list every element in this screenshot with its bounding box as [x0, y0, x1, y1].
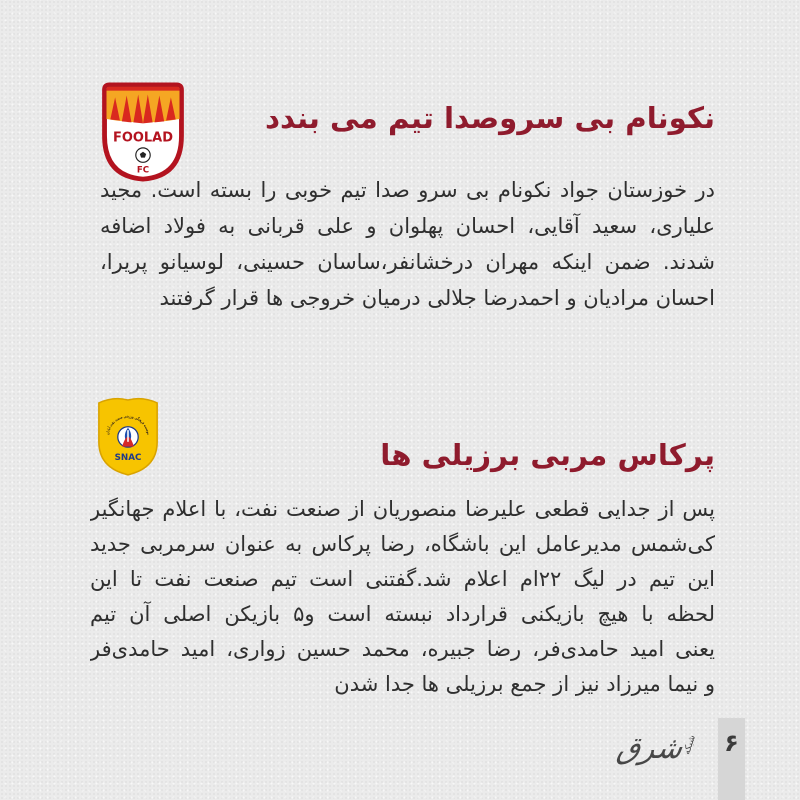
- article-title: نکونام بی سروصدا تیم می بندد: [265, 101, 715, 135]
- body-line: علیاری، سعید آقایی، احسان پهلوان و علی قربانی به فولاد اضافه: [100, 214, 715, 238]
- body-line: احسان مرادیان و احمدرضا جلالی درمیان خروجی ها قرار گرفتند: [159, 286, 715, 310]
- body-line: لحظه با هیچ بازیکنی قرارداد نبسته است و۵ بازیکن اصلی آن تیم: [90, 602, 715, 626]
- page-number: ۶: [724, 729, 739, 757]
- snac-logo: [94, 393, 162, 477]
- crest-arc-text: موسسه فرهنگی ورزشی صنعت نفت آبادان: [104, 413, 152, 436]
- body-line: یعنی امید حامدی‌فر، رضا جبیره، محمد حسین زواری، امید حامدی‌فر: [90, 637, 715, 661]
- football-icon: [136, 148, 150, 162]
- crest-wordmark: FOOLAD: [113, 130, 173, 146]
- body-line: کی‌شمس مدیرعامل این باشگاه، رضا پرکاس به عنوان سرمربی جدید: [90, 532, 715, 556]
- article-body: [100, 172, 715, 316]
- brand-name: شرق: [614, 731, 685, 766]
- foolad-fc-logo: [94, 82, 192, 182]
- body-line: پس از جدایی قطعی علیرضا منصوریان از صنعت نفت، با اعلام جهانگیر: [90, 497, 715, 521]
- body-line: شدند. ضمن اینکه مهران درخشانفر،ساسان حسینی، لوسیانو پریرا،: [100, 250, 715, 274]
- crest-top-stripe: [105, 87, 182, 91]
- oil-flame-emblem: [118, 427, 138, 447]
- body-line: در خوزستان جواد نکونام بی سرو صدا تیم خوبی را بسته است. مجید: [100, 178, 715, 202]
- article-body: [90, 492, 715, 702]
- crest-wordmark: SNAC: [114, 453, 142, 464]
- body-line: و نیما میرزاد نیز از جمع برزیلی ها جدا شدن: [334, 672, 715, 696]
- crest-suffix: FC: [136, 165, 150, 176]
- page-number-tab: [718, 718, 745, 800]
- article-title: پرکاس مربی برزیلی ها: [380, 438, 715, 472]
- brand-prefix: شبکه: [682, 733, 698, 757]
- body-line: این تیم در لیگ ۲۲ام اعلام شد.گفتنی است تیم صنعت نفت تا این: [90, 567, 715, 591]
- shargh-logo: [598, 726, 698, 772]
